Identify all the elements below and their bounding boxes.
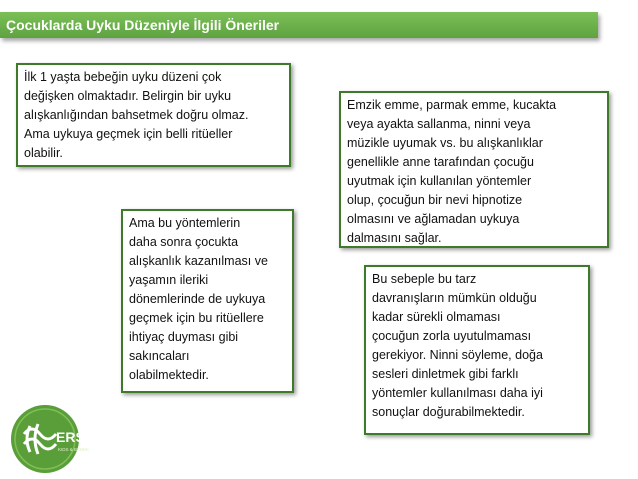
ersoy-logo — [10, 404, 120, 474]
ersoy-logo-icon — [10, 404, 120, 474]
text-box-infant-sleep: İlk 1 yaşta bebeğin uyku düzeni çok değişken olmaktadır. Belirgin bir uyku alışkanlığından bahsetmek doğru olmaz. Ama uykuya geçmek için belli ritüeller olabilir. — [16, 63, 291, 167]
logo-name: ERSOY — [56, 429, 106, 445]
text-box-sleep-habits: Emzik emme, parmak emme, kucakta veya ayakta sallanma, ninni veya müzikle uyumak vs. bu alışkanlıklar genellikle anne tarafından çocuğu uyutmak için kullanılan yöntemler olup, çocuğun bir nevi hipnotize olmasını ve ağlamadan uykuya dalmasını sağlar. — [339, 91, 609, 248]
logo-subtitle: KIDS & BEBEK — [58, 447, 90, 452]
text-box-recommendations: Bu sebeple bu tarz davranışların mümkün olduğu kadar sürekli olmaması çocuğun zorla uyutulmaması gerekiyor. Ninni söyleme, doğa sesleri dinletmek gibi farklı yöntemler kullanılması daha iyi sonuçlar doğurabilmektedir. — [364, 265, 590, 435]
text-box-drawbacks: Ama bu yöntemlerin daha sonra çocukta alışkanlık kazanılması ve yaşamın ileriki dönemlerinde de uykuya geçmek için bu ritüellere ihtiyaç duyması gibi sakıncaları olabilmektedir. — [121, 209, 294, 393]
slide-title: Çocuklarda Uyku Düzeniyle İlgili Öneriler — [0, 12, 598, 38]
